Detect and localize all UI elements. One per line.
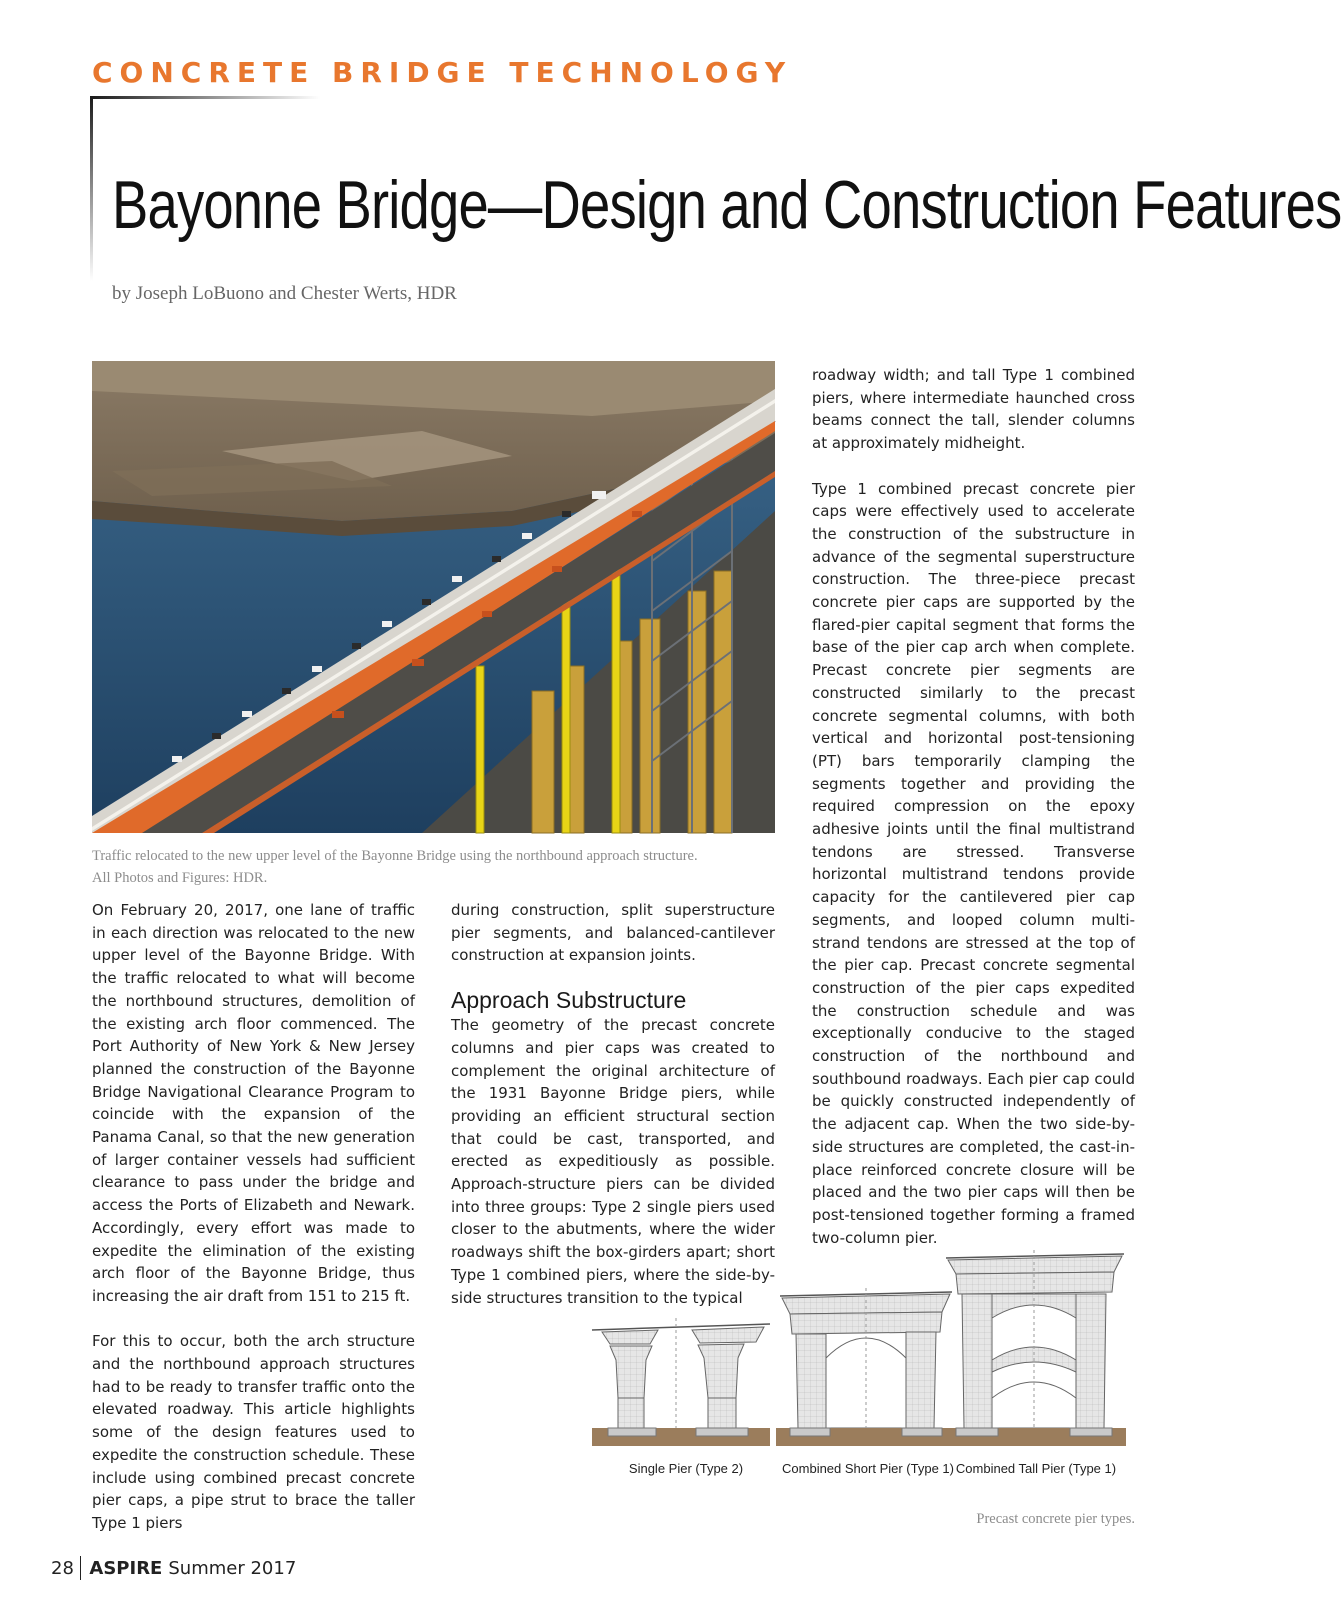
pier-types-figure: [600, 1248, 1140, 1493]
label-single-pier: Single Pier (Type 2): [628, 1461, 744, 1476]
photo-caption: [92, 845, 782, 889]
article-byline: by Joseph LoBuono and Chester Werts, HDR: [112, 283, 457, 304]
single-pier-drawing: [592, 1318, 770, 1446]
paragraph: roadway width; and tall Type 1 combined piers, where intermediate haunched cross beams connect the tall, slender columns at approximately midheight.: [812, 366, 1135, 453]
paragraph: Type 1 combined precast concrete pier caps were effectively used to accelerate the construction of the substructure in advance of the segmental superstructure construction. The three-piece precast concrete pier caps are supported by the flared-pier capital segment that forms the base of the pier cap arch when complete. Precast concrete pier segments are constructed similarly to the precast concrete segmental columns, with both vertical and horizontal post-tensioning (PT) bars temporarily clamping the segments together and providing the required compression on the epoxy adhesive joints until the final multistrand tendons are stressed. Transverse horizontal multistrand tendons provide capacity for the cantilevered pier cap segments, and looped column multi-strand tendons are stressed at the top of the pier cap. Precast concrete segmental construction of the pier caps expedited the construction schedule and was exceptionally conducive to the staged construction of the northbound and southbound roadways. Each pier cap could be quickly constructed independently of the adjacent cap. When the two side-by-side structures are completed, the cast-in-place reinforced concrete closure will be placed and the two pier caps will then be post-tensioned together forming a framed two-column pier.: [812, 479, 1135, 1247]
figure-caption: Precast concrete pier types.: [976, 1511, 1135, 1527]
photo-caption-line-2: All Photos and Figures: HDR.: [92, 870, 268, 886]
paragraph: On February 20, 2017, one lane of traffic in each direction was relocated to the new upper level of the Bayonne Bridge. With the traffic relocated to what will become the northbound structures, demolition of the existing arch floor commenced. The Port Authority of New York & New Jersey planned the construction of the Bayonne Bridge Navigational Clearance Program to coincide with the expansion of the Panama Canal, so that the new generation of larger container vessels had sufficient clearance to pass under the bridge and access the Ports of Elizabeth and Newark. Accordingly, every effort was made to expedite the elimination of the existing arch floor of the Bayonne Bridge, thus increasing the air draft from 151 to 215 ft.: [92, 901, 415, 1305]
label-combined-tall-pier: Combined Tall Pier (Type 1): [955, 1461, 1117, 1476]
issue-label: Summer 2017: [168, 1557, 297, 1579]
label-combined-short-pier: Combined Short Pier (Type 1): [782, 1461, 954, 1476]
combined-tall-pier-drawing: [944, 1250, 1126, 1446]
title-corner-rule-left: [90, 96, 93, 281]
paragraph: The geometry of the precast concrete columns and pier caps was created to complement the original architecture of the 1931 Bayonne Bridge piers, while providing an efficient structural section that could be cast, transported, and erected as expeditiously as possible. Approach-structure piers can be divided into three groups: Type 2 single piers used closer to the abutments, where the wider roadways shift the box-girders apart; short Type 1 combined piers, where the side-by-side structures transition to the typical: [451, 1016, 775, 1307]
title-corner-rule-top: [90, 96, 320, 99]
magazine-name: ASPIRE: [89, 1557, 163, 1579]
page-number: 28: [51, 1557, 74, 1579]
combined-short-pier-drawing: [776, 1288, 956, 1446]
article-title: Bayonne Bridge—Design and Construction Features: [112, 167, 1341, 243]
page-footer: [51, 1556, 296, 1580]
body-column-3: [812, 364, 1135, 1272]
paragraph: For this to occur, both the arch structure and the northbound approach structures had to be ready to transfer traffic onto the elevated roadway. This article highlights some of the design features used to expedite the construction schedule. These include using combined precast concrete pier caps, a pipe strut to brace the taller Type 1 piers: [92, 1332, 415, 1532]
photo-caption-line-1: Traffic relocated to the new upper level of the Bayonne Bridge using the northbound approach structure.: [92, 848, 698, 864]
section-label: CONCRETE BRIDGE TECHNOLOGY: [92, 56, 793, 89]
section-subhead: Approach Substructure: [451, 987, 687, 1014]
bridge-photo: [92, 361, 775, 833]
body-column-1: [92, 899, 415, 1557]
footer-divider: [80, 1556, 82, 1580]
paragraph: during construction, split superstructure pier segments, and balanced-cantilever construction at expansion joints.: [451, 901, 775, 965]
